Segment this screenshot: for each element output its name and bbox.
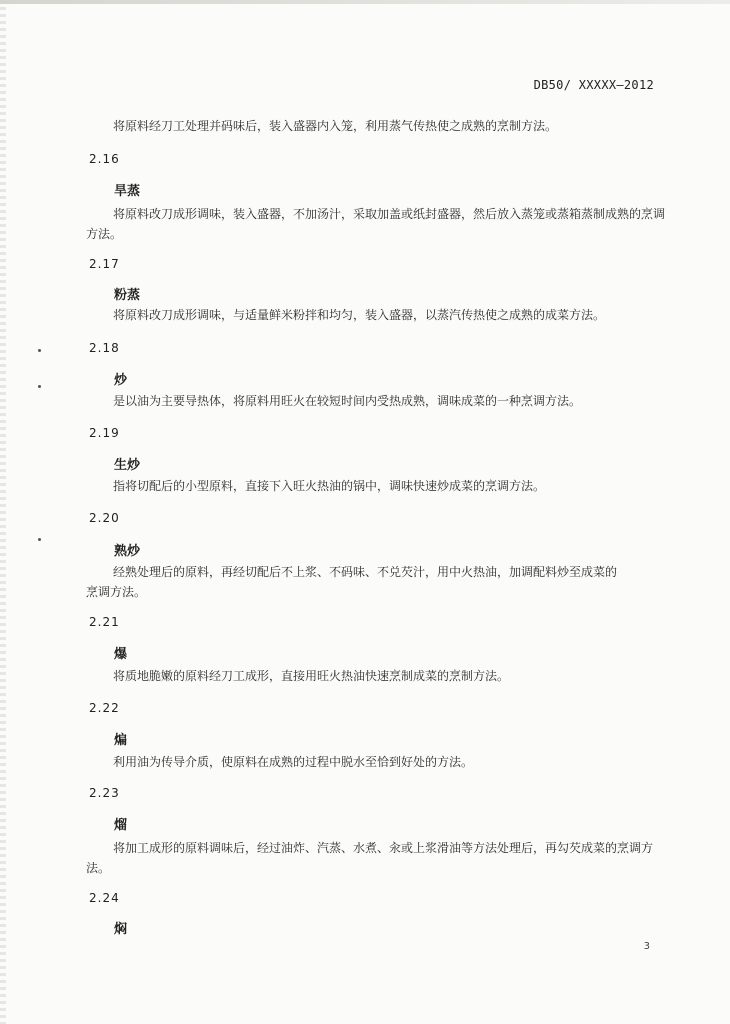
section-number: 2.21 [89, 615, 120, 629]
section-number: 2.23 [89, 786, 120, 800]
section-definition: 将原料改刀成形调味，与适量鲜米粉拌和均匀，装入盛器，以蒸汽传热使之成熟的成菜方法。 [113, 308, 606, 322]
scan-top-edge [0, 0, 730, 4]
scan-speck [38, 349, 41, 352]
section-number: 2.18 [89, 341, 120, 355]
section-term: 焖 [114, 922, 128, 937]
section-number: 2.17 [89, 257, 120, 271]
section-definition: 利用油为传导介质，使原料在成熟的过程中脱水至恰到好处的方法。 [113, 755, 474, 769]
section-number: 2.19 [89, 426, 120, 440]
section-number: 2.20 [89, 511, 120, 525]
section-definition: 将原料改刀成形调味，装入盛器，不加汤汁，采取加盖或纸封盛器，然后放入蒸笼或蒸箱蒸制成熟的烹调方法。 [86, 207, 666, 241]
section-number: 2.16 [89, 152, 120, 166]
section-term: 熘 [114, 818, 128, 833]
intro-paragraph: 将原料经刀工处理并码味后，装入盛器内入笼，利用蒸气传热使之成熟的烹制方法。 [113, 119, 558, 133]
section-definition: 将质地脆嫩的原料经刀工成形，直接用旺火热油快速烹制成菜的烹制方法。 [113, 669, 510, 683]
section-term: 爆 [114, 647, 128, 662]
section-number: 2.24 [89, 891, 120, 905]
scan-speck [38, 538, 41, 541]
page-number: 3 [643, 941, 650, 952]
scan-edge [0, 0, 6, 1024]
section-definition: 指将切配后的小型原料，直接下入旺火热油的锅中，调味快速炒成菜的烹调方法。 [113, 479, 546, 493]
section-definition: 是以油为主要导热体，将原料用旺火在较短时间内受热成熟，调味成菜的一种烹调方法。 [113, 394, 582, 408]
section-number: 2.22 [89, 701, 120, 715]
section-term: 粉蒸 [114, 288, 141, 303]
section-term: 旱蒸 [114, 184, 141, 199]
section-term: 炒 [114, 373, 128, 388]
scan-speck [38, 385, 41, 388]
section-term: 煸 [114, 733, 128, 748]
section-definition: 经熟处理后的原料，再经切配后不上浆、不码味、不兑芡汁，用中火热油，加调配料炒至成菜的烹调方法。 [86, 565, 618, 599]
document-code-header: DB50/ XXXXX—2012 [533, 78, 654, 92]
section-term: 生炒 [114, 458, 141, 473]
section-term: 熟炒 [114, 544, 141, 559]
section-definition: 将加工成形的原料调味后，经过油炸、汽蒸、水煮、汆或上浆滑油等方法处理后，再勾芡成菜的烹调方法。 [86, 841, 654, 875]
